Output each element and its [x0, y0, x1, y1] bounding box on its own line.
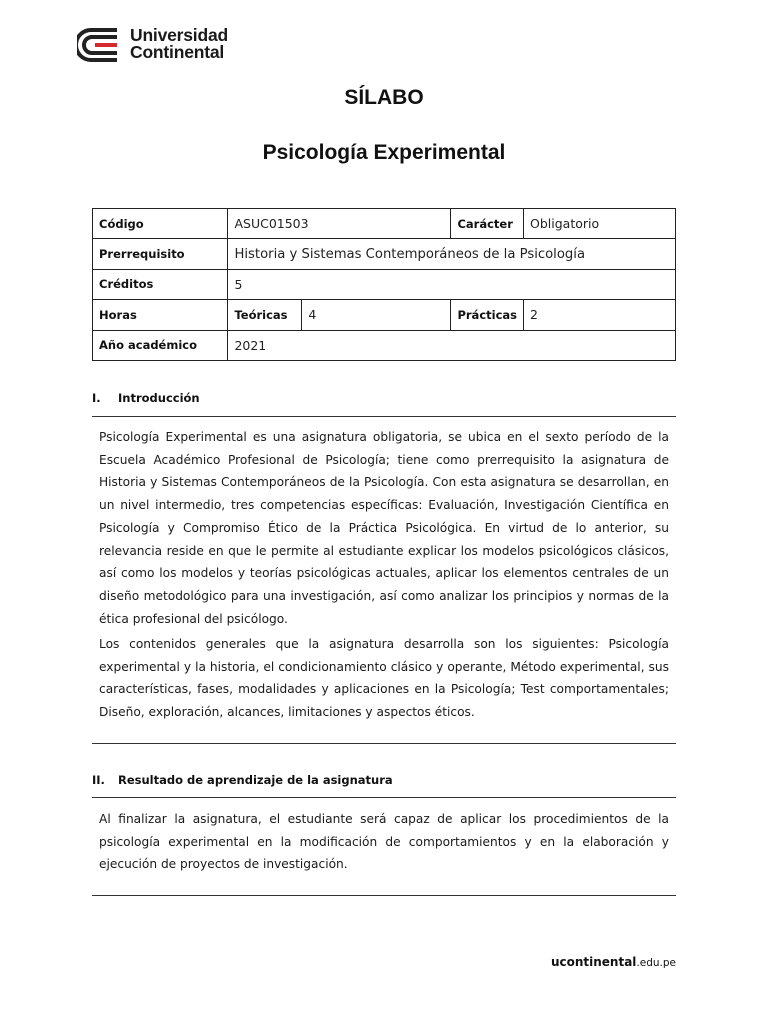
intro-paragraph-1: Psicología Experimental es una asignatura obligatoria, se ubica en el sexto período de la Escuela Académico Profesional de Psicología; tiene como prerrequisito la asignatura de Historia y Sistemas Contemporáneos de la Psicología. Con esta asignatura se desarrollan, en un nivel intermedio, tres competencias específicas: Evaluación, Investigación Científica en Psicología y Compromiso Ético de la Práctica Psicológica. En virtud de lo anterior, su relevancia reside en que le permite al estudiante explicar los modelos psicológicos clásicos, así como los modelos y teorías psicológicas actuales, aplicar los elementos centrales de un diseño metodológico para una investigación, así como analizar los principios y normas de la ética profesional del psicólogo.: [99, 430, 669, 626]
section-heading-intro: [92, 391, 200, 405]
logo-text: [130, 27, 228, 61]
anio-label: Año académico: [93, 330, 228, 360]
university-logo: [77, 26, 247, 68]
divider: [92, 797, 676, 798]
codigo-value: ASUC01503: [228, 209, 451, 239]
section-title: Resultado de aprendizaje de la asignatura: [118, 773, 393, 787]
document-title: SÍLABO: [344, 86, 424, 109]
logo-line-2: Continental: [130, 42, 225, 62]
creditos-label: Créditos: [93, 269, 228, 299]
caracter-label: Carácter: [451, 209, 524, 239]
caracter-value: Obligatorio: [524, 209, 676, 239]
section-title: Introducción: [118, 391, 200, 405]
course-info-table: [92, 208, 676, 361]
divider: [92, 895, 676, 896]
logo-line-1: Universidad: [130, 25, 228, 45]
table-row: [93, 330, 676, 360]
prerrequisito-label: Prerrequisito: [93, 239, 228, 269]
section-number: II.: [92, 773, 105, 787]
prerrequisito-value: Historia y Sistemas Contemporáneos de la Psicología: [228, 239, 676, 269]
anio-value: 2021: [228, 330, 676, 360]
table-row: [93, 209, 676, 239]
table-row: [93, 239, 676, 269]
practicas-value: 2: [524, 300, 676, 330]
footer-website: [551, 955, 676, 969]
section-number: I.: [92, 391, 101, 405]
divider: [92, 416, 676, 417]
practicas-label: Prácticas: [451, 300, 524, 330]
creditos-value: 5: [228, 269, 676, 299]
table-row: [93, 300, 676, 330]
divider: [92, 743, 676, 744]
learning-outcome-paragraph: Al finalizar la asignatura, el estudiante será capaz de aplicar los procedimientos de la psicología experimental en la modificación de comportamientos y en la elaboración y ejecución de proyectos de investigación.: [99, 812, 669, 872]
table-row: [93, 269, 676, 299]
footer-brand: ucontinental: [550, 955, 637, 969]
horas-label: Horas: [93, 300, 228, 330]
teoricas-value: 4: [302, 300, 451, 330]
codigo-label: Código: [93, 209, 228, 239]
section-heading-learning-outcome: [92, 773, 393, 787]
course-title: Psicología Experimental: [262, 141, 506, 164]
logo-mark-icon: [77, 26, 121, 64]
intro-paragraph-2: Los contenidos generales que la asignatura desarrolla son los siguientes: Psicología experimental y la historia, el condicionamiento clásico y operante, Método experimental, sus características, fases, modalidades y aplicaciones en la Psicología; Test comportamentales; Diseño, exploración, alcances, limitaciones y aspectos éticos.: [99, 637, 669, 720]
footer-domain: .edu.pe: [636, 957, 676, 969]
teoricas-label: Teóricas: [228, 300, 302, 330]
